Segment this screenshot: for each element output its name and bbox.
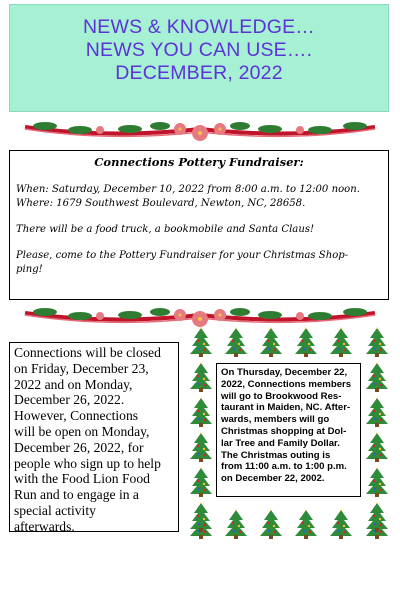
event-invite-line-2: ping!	[16, 264, 43, 275]
newsletter-header	[9, 4, 389, 112]
christmas-tree-icon	[190, 502, 212, 532]
christmas-tree-icon	[366, 362, 388, 392]
closure-line: will be open on Monday,	[14, 423, 150, 439]
closure-line: 2022 and on Monday,	[14, 376, 133, 392]
event-title: Connections Pottery Fundraiser:	[94, 155, 304, 169]
christmas-tree-icon	[366, 502, 388, 532]
event-when: When: Saturday, December 10, 2022 from 8:00 a.m. to 12:00 noon.	[16, 184, 360, 195]
closure-line: Run and to engage in a	[14, 487, 139, 503]
event-invite-line-1: Please, come to the Pottery Fundraiser for your Christmas Shop-	[16, 250, 349, 261]
holiday-closure-notice	[9, 342, 179, 532]
closure-line: afterwards.	[14, 518, 75, 534]
outing-line: from 11:00 a.m. to 1:00 p.m.	[221, 461, 347, 473]
christmas-tree-icon	[260, 509, 282, 539]
closure-line: special activity	[14, 502, 96, 518]
closure-line: with the Food Lion Food	[14, 471, 150, 487]
christmas-tree-icon	[190, 327, 212, 357]
christmas-garland-icon	[20, 117, 380, 143]
header-line-3: DECEMBER, 2022	[115, 62, 283, 84]
christmas-tree-icon	[366, 397, 388, 427]
event-extras: There will be a food truck, a bookmobile and Santa Claus!	[16, 224, 315, 235]
pottery-fundraiser-notice	[9, 150, 389, 300]
closure-line: December 26, 2022, for	[14, 439, 144, 455]
outing-line: wards, members will go	[221, 414, 330, 426]
outing-line: lar Tree and Family Dollar.	[221, 437, 340, 449]
christmas-outing-notice	[216, 363, 361, 497]
closure-line: However, Connections	[14, 408, 139, 424]
christmas-tree-icon	[190, 362, 212, 392]
outing-line: taurant in Maiden, NC. After-	[221, 402, 351, 414]
outing-line: The Christmas outing is	[221, 449, 331, 461]
christmas-tree-icon	[295, 327, 317, 357]
closure-line: on Friday, December 23,	[14, 360, 149, 376]
header-line-1: NEWS & KNOWLEDGE…	[82, 16, 315, 38]
christmas-tree-icon	[225, 327, 247, 357]
christmas-tree-icon	[330, 509, 352, 539]
closure-line: people who sign up to help	[14, 455, 161, 471]
outing-line: On Thursday, December 22,	[221, 367, 348, 378]
closure-line: Connections will be closed	[14, 345, 161, 360]
christmas-garland-icon	[20, 303, 380, 329]
outing-line: 2022, Connections members	[221, 378, 352, 390]
outing-line: on December 22, 2002.	[221, 473, 325, 485]
christmas-tree-icon	[295, 509, 317, 539]
christmas-tree-icon	[366, 432, 388, 462]
christmas-tree-icon	[225, 509, 247, 539]
christmas-tree-icon	[190, 432, 212, 462]
header-line-2: NEWS YOU CAN USE….	[85, 39, 313, 61]
outing-line: Christmas shopping at Dol-	[221, 425, 347, 437]
christmas-tree-icon	[366, 327, 388, 357]
closure-line: December 26, 2022.	[14, 392, 125, 408]
christmas-tree-icon	[260, 327, 282, 357]
christmas-tree-icon	[330, 327, 352, 357]
event-where: Where: 1679 Southwest Boulevard, Newton, NC, 28658.	[16, 198, 306, 209]
christmas-tree-icon	[190, 397, 212, 427]
outing-line: will go to Brookwood Res-	[221, 390, 342, 402]
christmas-tree-icon	[366, 467, 388, 497]
christmas-tree-icon	[190, 467, 212, 497]
